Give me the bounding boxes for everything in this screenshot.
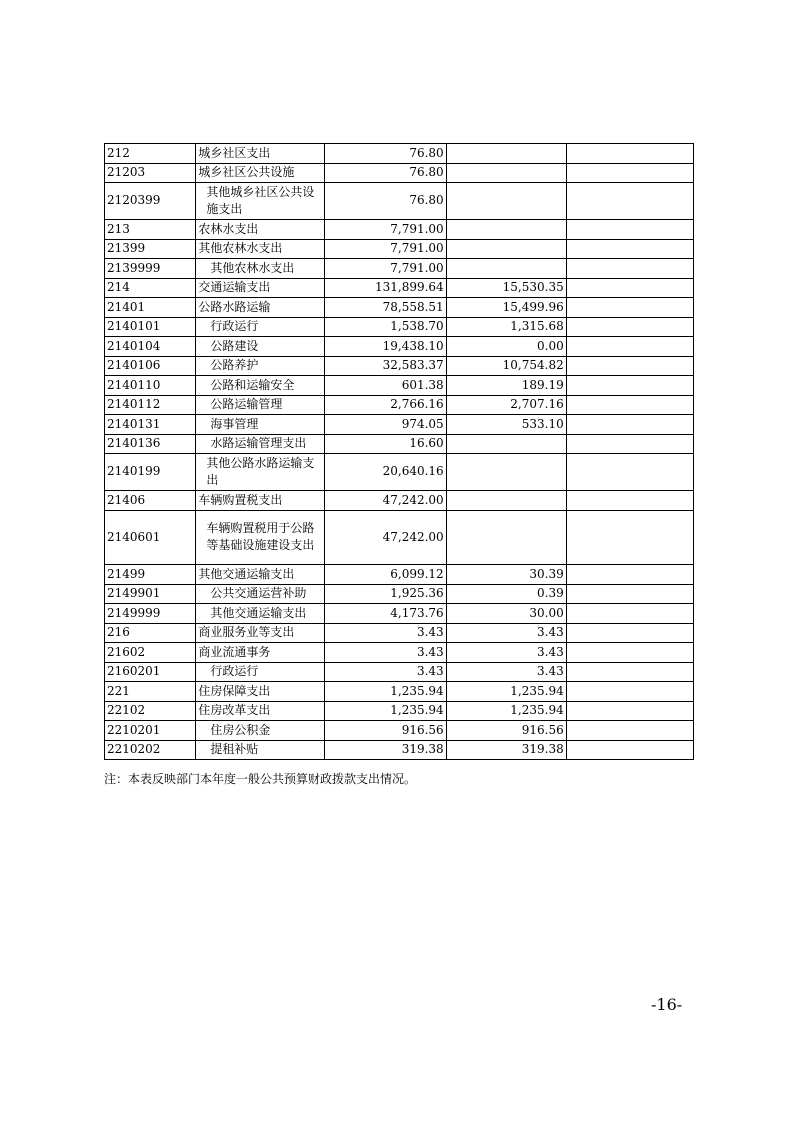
subject-code-cell: 21203 (105, 163, 196, 183)
basic-expenditure-cell (446, 259, 566, 279)
total-amount-cell: 7,791.00 (324, 220, 446, 240)
table-row (105, 337, 694, 357)
basic-expenditure-cell (446, 144, 566, 164)
project-expenditure-cell (566, 623, 693, 643)
subject-code-cell: 214 (105, 278, 196, 298)
table-row (105, 183, 694, 220)
basic-expenditure-cell: 0.39 (446, 584, 566, 604)
project-expenditure-cell (566, 643, 693, 663)
table-row (105, 317, 694, 337)
subject-name-cell: 商业流通事务 (196, 643, 324, 663)
project-expenditure-cell (566, 491, 693, 511)
total-amount-cell: 76.80 (324, 183, 446, 220)
project-expenditure-cell (566, 434, 693, 454)
basic-expenditure-cell: 2,707.16 (446, 395, 566, 415)
subject-code-cell: 2140106 (105, 356, 196, 376)
table-row (105, 643, 694, 663)
total-amount-cell: 32,583.37 (324, 356, 446, 376)
subject-code-cell: 21401 (105, 298, 196, 318)
project-expenditure-cell (566, 376, 693, 396)
total-amount-cell: 601.38 (324, 376, 446, 396)
total-amount-cell: 3.43 (324, 623, 446, 643)
subject-name-cell: 其他农林水支出 (196, 259, 324, 279)
subject-name-cell: 住房保障支出 (196, 682, 324, 702)
basic-expenditure-cell: 15,530.35 (446, 278, 566, 298)
subject-code-cell: 2139999 (105, 259, 196, 279)
subject-code-cell: 2140110 (105, 376, 196, 396)
subject-code-cell: 21602 (105, 643, 196, 663)
total-amount-cell: 76.80 (324, 163, 446, 183)
table-row (105, 662, 694, 682)
total-amount-cell: 319.38 (324, 740, 446, 760)
subject-code-cell: 2120399 (105, 183, 196, 220)
basic-expenditure-cell: 533.10 (446, 415, 566, 435)
table-row (105, 740, 694, 760)
total-amount-cell: 3.43 (324, 643, 446, 663)
subject-code-cell: 216 (105, 623, 196, 643)
table-row (105, 239, 694, 259)
project-expenditure-cell (566, 183, 693, 220)
subject-name-cell: 公路养护 (196, 356, 324, 376)
basic-expenditure-cell: 189.19 (446, 376, 566, 396)
subject-code-cell: 22102 (105, 701, 196, 721)
table-row (105, 220, 694, 240)
basic-expenditure-cell (446, 510, 566, 565)
table-row (105, 144, 694, 164)
total-amount-cell: 19,438.10 (324, 337, 446, 357)
subject-name-cell: 水路运输管理支出 (196, 434, 324, 454)
subject-name-cell: 公路水路运输 (196, 298, 324, 318)
subject-name-cell: 城乡社区公共设施 (196, 163, 324, 183)
table-row (105, 491, 694, 511)
total-amount-cell: 76.80 (324, 144, 446, 164)
total-amount-cell: 1,538.70 (324, 317, 446, 337)
project-expenditure-cell (566, 163, 693, 183)
table-row (105, 701, 694, 721)
basic-expenditure-cell: 3.43 (446, 623, 566, 643)
subject-name-cell: 交通运输支出 (196, 278, 324, 298)
basic-expenditure-cell: 1,315.68 (446, 317, 566, 337)
subject-name-cell: 车辆购置税用于公路等基础设施建设支出 (196, 510, 324, 565)
total-amount-cell: 131,899.64 (324, 278, 446, 298)
table-row (105, 278, 694, 298)
subject-name-cell: 城乡社区支出 (196, 144, 324, 164)
project-expenditure-cell (566, 682, 693, 702)
total-amount-cell: 4,173.76 (324, 604, 446, 624)
subject-name-cell: 公路建设 (196, 337, 324, 357)
subject-name-cell: 公路运输管理 (196, 395, 324, 415)
project-expenditure-cell (566, 337, 693, 357)
table-row (105, 163, 694, 183)
expenditure-table (104, 143, 694, 760)
subject-name-cell: 其他交通运输支出 (196, 565, 324, 585)
subject-code-cell: 21499 (105, 565, 196, 585)
basic-expenditure-cell: 10,754.82 (446, 356, 566, 376)
total-amount-cell: 47,242.00 (324, 491, 446, 511)
total-amount-cell: 20,640.16 (324, 454, 446, 491)
subject-code-cell: 2210201 (105, 721, 196, 741)
table-row (105, 584, 694, 604)
basic-expenditure-cell: 3.43 (446, 643, 566, 663)
subject-code-cell: 2140136 (105, 434, 196, 454)
project-expenditure-cell (566, 415, 693, 435)
subject-code-cell: 2210202 (105, 740, 196, 760)
subject-name-cell: 商业服务业等支出 (196, 623, 324, 643)
total-amount-cell: 2,766.16 (324, 395, 446, 415)
project-expenditure-cell (566, 356, 693, 376)
table-row (105, 415, 694, 435)
basic-expenditure-cell: 1,235.94 (446, 701, 566, 721)
table-row (105, 623, 694, 643)
table-row (105, 454, 694, 491)
total-amount-cell: 1,925.36 (324, 584, 446, 604)
subject-code-cell: 2149999 (105, 604, 196, 624)
basic-expenditure-cell (446, 183, 566, 220)
table-row (105, 721, 694, 741)
subject-name-cell: 住房改革支出 (196, 701, 324, 721)
table-row (105, 356, 694, 376)
basic-expenditure-cell (446, 239, 566, 259)
project-expenditure-cell (566, 454, 693, 491)
subject-name-cell: 农林水支出 (196, 220, 324, 240)
subject-name-cell: 公路和运输安全 (196, 376, 324, 396)
project-expenditure-cell (566, 278, 693, 298)
total-amount-cell: 1,235.94 (324, 682, 446, 702)
total-amount-cell: 916.56 (324, 721, 446, 741)
subject-name-cell: 海事管理 (196, 415, 324, 435)
table-note: 注：本表反映部门本年度一般公共预算财政拨款支出情况。 (104, 772, 417, 786)
subject-name-cell: 其他农林水支出 (196, 239, 324, 259)
total-amount-cell: 6,099.12 (324, 565, 446, 585)
table-row (105, 259, 694, 279)
project-expenditure-cell (566, 565, 693, 585)
project-expenditure-cell (566, 220, 693, 240)
subject-name-cell: 住房公积金 (196, 721, 324, 741)
subject-code-cell: 2140112 (105, 395, 196, 415)
project-expenditure-cell (566, 395, 693, 415)
basic-expenditure-cell: 15,499.96 (446, 298, 566, 318)
project-expenditure-cell (566, 740, 693, 760)
subject-code-cell: 21399 (105, 239, 196, 259)
basic-expenditure-cell (446, 163, 566, 183)
subject-name-cell: 行政运行 (196, 662, 324, 682)
subject-code-cell: 212 (105, 144, 196, 164)
subject-name-cell: 其他城乡社区公共设施支出 (196, 183, 324, 220)
basic-expenditure-cell (446, 491, 566, 511)
table-row (105, 604, 694, 624)
subject-name-cell: 车辆购置税支出 (196, 491, 324, 511)
table-row (105, 510, 694, 565)
subject-code-cell: 2140601 (105, 510, 196, 565)
subject-code-cell: 221 (105, 682, 196, 702)
subject-code-cell: 2140199 (105, 454, 196, 491)
total-amount-cell: 16.60 (324, 434, 446, 454)
project-expenditure-cell (566, 584, 693, 604)
total-amount-cell: 78,558.51 (324, 298, 446, 318)
subject-name-cell: 公共交通运营补助 (196, 584, 324, 604)
basic-expenditure-cell (446, 220, 566, 240)
project-expenditure-cell (566, 259, 693, 279)
subject-code-cell: 213 (105, 220, 196, 240)
page-number: -16- (651, 995, 683, 1014)
subject-name-cell: 行政运行 (196, 317, 324, 337)
basic-expenditure-cell: 3.43 (446, 662, 566, 682)
total-amount-cell: 47,242.00 (324, 510, 446, 565)
project-expenditure-cell (566, 510, 693, 565)
project-expenditure-cell (566, 604, 693, 624)
subject-code-cell: 2140104 (105, 337, 196, 357)
basic-expenditure-cell: 0.00 (446, 337, 566, 357)
subject-code-cell: 2140131 (105, 415, 196, 435)
table-row (105, 395, 694, 415)
total-amount-cell: 7,791.00 (324, 239, 446, 259)
table-row (105, 434, 694, 454)
basic-expenditure-cell: 1,235.94 (446, 682, 566, 702)
project-expenditure-cell (566, 144, 693, 164)
total-amount-cell: 7,791.00 (324, 259, 446, 279)
basic-expenditure-cell (446, 454, 566, 491)
table-row (105, 682, 694, 702)
subject-code-cell: 2160201 (105, 662, 196, 682)
table-row (105, 376, 694, 396)
project-expenditure-cell (566, 721, 693, 741)
project-expenditure-cell (566, 317, 693, 337)
table-body (105, 144, 694, 760)
total-amount-cell: 1,235.94 (324, 701, 446, 721)
basic-expenditure-cell: 319.38 (446, 740, 566, 760)
total-amount-cell: 3.43 (324, 662, 446, 682)
total-amount-cell: 974.05 (324, 415, 446, 435)
subject-name-cell: 提租补贴 (196, 740, 324, 760)
basic-expenditure-cell: 916.56 (446, 721, 566, 741)
table-row (105, 298, 694, 318)
project-expenditure-cell (566, 239, 693, 259)
subject-name-cell: 其他交通运输支出 (196, 604, 324, 624)
project-expenditure-cell (566, 662, 693, 682)
basic-expenditure-cell (446, 434, 566, 454)
project-expenditure-cell (566, 701, 693, 721)
subject-name-cell: 其他公路水路运输支出 (196, 454, 324, 491)
basic-expenditure-cell: 30.39 (446, 565, 566, 585)
subject-code-cell: 2149901 (105, 584, 196, 604)
project-expenditure-cell (566, 298, 693, 318)
table-row (105, 565, 694, 585)
subject-code-cell: 2140101 (105, 317, 196, 337)
basic-expenditure-cell: 30.00 (446, 604, 566, 624)
subject-code-cell: 21406 (105, 491, 196, 511)
